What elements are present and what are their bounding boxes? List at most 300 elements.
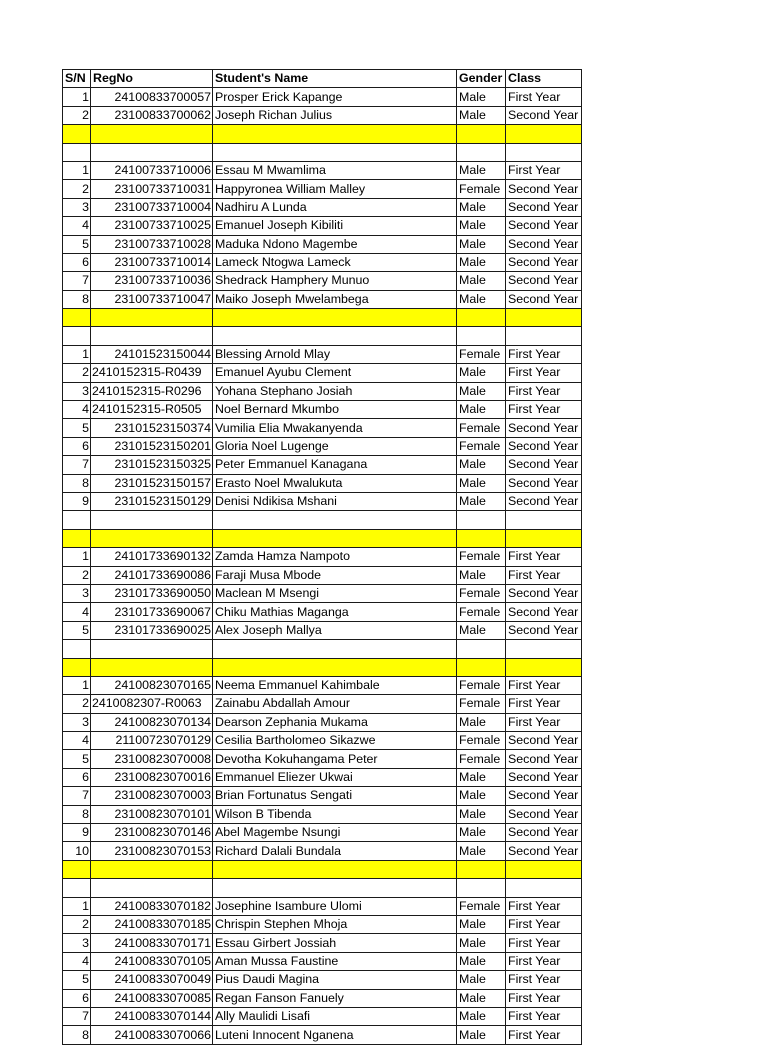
cell-student-name: Aman Mussa Faustine (213, 952, 457, 970)
cell-student-name: Cesilia Bartholomeo Sikazwe (213, 732, 457, 750)
table-row (63, 989, 582, 1007)
cell-student-name: Erasto Noel Mwalukuta (213, 474, 457, 492)
cell-class: Second Year (506, 787, 582, 805)
table-row (63, 217, 582, 235)
cell-student-name: Devotha Kokuhangama Peter (213, 750, 457, 768)
cell-student-name: Richard Dalali Bundala (213, 842, 457, 860)
empty-cell (506, 529, 582, 547)
empty-cell (506, 879, 582, 897)
cell-regno: 24101733690132 (91, 548, 213, 566)
table-row (63, 732, 582, 750)
table-row (63, 713, 582, 731)
cell-student-name: Blessing Arnold Mlay (213, 345, 457, 363)
cell-gender: Male (457, 198, 506, 216)
table-row (63, 456, 582, 474)
cell-gender: Female (457, 695, 506, 713)
cell-class: First Year (506, 364, 582, 382)
table-row (63, 88, 582, 106)
cell-student-name: Alex Joseph Mallya (213, 621, 457, 639)
empty-cell (506, 511, 582, 529)
cell-student-name: Wilson B Tibenda (213, 805, 457, 823)
cell-sn: 2 (63, 566, 91, 584)
cell-sn: 5 (63, 971, 91, 989)
cell-regno: 24101733690086 (91, 566, 213, 584)
empty-cell (457, 125, 506, 143)
cell-sn: 7 (63, 787, 91, 805)
cell-regno: 23101523150201 (91, 437, 213, 455)
cell-sn: 8 (63, 805, 91, 823)
cell-gender: Male (457, 1026, 506, 1044)
cell-regno: 23100733710028 (91, 235, 213, 253)
empty-cell (213, 658, 457, 676)
cell-student-name: Emmanuel Eliezer Ukwai (213, 768, 457, 786)
empty-cell (506, 327, 582, 345)
cell-sn: 5 (63, 235, 91, 253)
cell-gender: Male (457, 217, 506, 235)
cell-class: Second Year (506, 290, 582, 308)
cell-regno: 24100833070049 (91, 971, 213, 989)
table-row (63, 805, 582, 823)
empty-cell (63, 309, 91, 327)
cell-student-name: Dearson Zephania Mukama (213, 713, 457, 731)
cell-class: First Year (506, 88, 582, 106)
empty-cell (63, 143, 91, 161)
empty-cell (91, 125, 213, 143)
cell-regno: 24100823070165 (91, 676, 213, 694)
cell-student-name: Emanuel Ayubu Clement (213, 364, 457, 382)
empty-cell (63, 529, 91, 547)
cell-sn: 3 (63, 198, 91, 216)
cell-student-name: Prosper Erick Kapange (213, 88, 457, 106)
empty-cell (91, 529, 213, 547)
empty-cell (63, 327, 91, 345)
cell-regno: 24100823070134 (91, 713, 213, 731)
cell-class: Second Year (506, 180, 582, 198)
cell-class: First Year (506, 676, 582, 694)
cell-student-name: Essau M Mwamlima (213, 161, 457, 179)
empty-cell (63, 511, 91, 529)
cell-class: First Year (506, 161, 582, 179)
cell-class: Second Year (506, 768, 582, 786)
cell-gender: Male (457, 842, 506, 860)
empty-cell (457, 860, 506, 878)
empty-cell (63, 658, 91, 676)
student-list-table (62, 69, 582, 1045)
cell-class: Second Year (506, 198, 582, 216)
cell-sn: 3 (63, 382, 91, 400)
cell-student-name: Joseph Richan Julius (213, 106, 457, 124)
empty-cell (457, 529, 506, 547)
cell-class: Second Year (506, 253, 582, 271)
cell-student-name: Peter Emmanuel Kanagana (213, 456, 457, 474)
cell-class: First Year (506, 401, 582, 419)
table-row (63, 401, 582, 419)
table-row (63, 1026, 582, 1044)
table-row (63, 934, 582, 952)
cell-gender: Male (457, 787, 506, 805)
cell-student-name: Neema Emmanuel Kahimbale (213, 676, 457, 694)
table-row (63, 345, 582, 363)
cell-gender: Male (457, 934, 506, 952)
table-row (63, 364, 582, 382)
table-row (63, 842, 582, 860)
cell-class: Second Year (506, 217, 582, 235)
cell-regno: 23101733690050 (91, 584, 213, 602)
cell-sn: 1 (63, 548, 91, 566)
cell-regno: 23100733710031 (91, 180, 213, 198)
cell-sn: 7 (63, 1007, 91, 1025)
cell-sn: 4 (63, 401, 91, 419)
cell-gender: Male (457, 971, 506, 989)
header-row (63, 70, 582, 88)
cell-sn: 6 (63, 253, 91, 271)
cell-student-name: Lameck Ntogwa Lameck (213, 253, 457, 271)
empty-cell (506, 309, 582, 327)
cell-student-name: Vumilia Elia Mwakanyenda (213, 419, 457, 437)
cell-sn: 4 (63, 732, 91, 750)
cell-student-name: Zainabu Abdallah Amour (213, 695, 457, 713)
empty-cell (213, 327, 457, 345)
table-row (63, 750, 582, 768)
cell-gender: Female (457, 437, 506, 455)
empty-cell (457, 309, 506, 327)
cell-regno: 24100833070066 (91, 1026, 213, 1044)
empty-cell (213, 640, 457, 658)
empty-cell (213, 143, 457, 161)
table-row (63, 584, 582, 602)
cell-sn: 1 (63, 897, 91, 915)
cell-class: Second Year (506, 474, 582, 492)
cell-sn: 1 (63, 676, 91, 694)
empty-cell (91, 658, 213, 676)
cell-class: Second Year (506, 437, 582, 455)
cell-class: Second Year (506, 419, 582, 437)
empty-cell (213, 309, 457, 327)
cell-student-name: Josephine Isambure Ulomi (213, 897, 457, 915)
header-student-name: Student's Name (213, 70, 457, 88)
cell-regno: 23101523150325 (91, 456, 213, 474)
cell-sn: 2 (63, 364, 91, 382)
blank-row (63, 640, 582, 658)
empty-cell (91, 640, 213, 658)
cell-sn: 8 (63, 290, 91, 308)
cell-regno: 24101523150044 (91, 345, 213, 363)
cell-class: First Year (506, 695, 582, 713)
cell-student-name: Pius Daudi Magina (213, 971, 457, 989)
cell-student-name: Abel Magembe Nsungi (213, 824, 457, 842)
table-row (63, 1007, 582, 1025)
cell-student-name: Nadhiru A Lunda (213, 198, 457, 216)
cell-sn: 3 (63, 713, 91, 731)
table-row (63, 437, 582, 455)
group-separator-row (63, 860, 582, 878)
cell-regno: 23100823070003 (91, 787, 213, 805)
cell-class: Second Year (506, 272, 582, 290)
cell-sn: 3 (63, 934, 91, 952)
cell-sn: 4 (63, 603, 91, 621)
cell-sn: 6 (63, 768, 91, 786)
empty-cell (457, 658, 506, 676)
table-row (63, 419, 582, 437)
cell-student-name: Ally Maulidi Lisafi (213, 1007, 457, 1025)
cell-gender: Male (457, 713, 506, 731)
cell-student-name: Faraji Musa Mbode (213, 566, 457, 584)
cell-gender: Male (457, 989, 506, 1007)
header-gender: Gender (457, 70, 506, 88)
cell-class: Second Year (506, 584, 582, 602)
group-separator-row (63, 309, 582, 327)
cell-regno: 23101523150129 (91, 492, 213, 510)
cell-class: Second Year (506, 805, 582, 823)
empty-cell (91, 143, 213, 161)
empty-cell (91, 860, 213, 878)
cell-gender: Male (457, 1007, 506, 1025)
cell-student-name: Denisi Ndikisa Mshani (213, 492, 457, 510)
cell-gender: Male (457, 456, 506, 474)
cell-regno: 23100823070008 (91, 750, 213, 768)
cell-gender: Male (457, 768, 506, 786)
cell-gender: Female (457, 897, 506, 915)
cell-student-name: Maclean M Msengi (213, 584, 457, 602)
cell-class: First Year (506, 1026, 582, 1044)
empty-cell (457, 640, 506, 658)
table-row (63, 676, 582, 694)
cell-student-name: Zamda Hamza Nampoto (213, 548, 457, 566)
table-row (63, 290, 582, 308)
cell-gender: Male (457, 621, 506, 639)
cell-class: Second Year (506, 456, 582, 474)
cell-sn: 5 (63, 621, 91, 639)
table-row (63, 971, 582, 989)
table-row (63, 106, 582, 124)
cell-class: Second Year (506, 750, 582, 768)
cell-student-name: Brian Fortunatus Sengati (213, 787, 457, 805)
cell-gender: Female (457, 419, 506, 437)
cell-sn: 6 (63, 989, 91, 1007)
cell-regno: 24100733710006 (91, 161, 213, 179)
cell-student-name: Maiko Joseph Mwelambega (213, 290, 457, 308)
cell-student-name: Emanuel Joseph Kibiliti (213, 217, 457, 235)
blank-row (63, 879, 582, 897)
table-row (63, 952, 582, 970)
cell-class: Second Year (506, 603, 582, 621)
cell-sn: 1 (63, 161, 91, 179)
table-row (63, 180, 582, 198)
cell-regno: 23101523150157 (91, 474, 213, 492)
cell-sn: 9 (63, 492, 91, 510)
empty-cell (63, 860, 91, 878)
cell-regno: 23100733710047 (91, 290, 213, 308)
cell-regno: 24100833070144 (91, 1007, 213, 1025)
cell-class: Second Year (506, 842, 582, 860)
table-row (63, 787, 582, 805)
empty-cell (506, 143, 582, 161)
cell-regno: 2410152315-R0296 (91, 382, 213, 400)
cell-regno: 24100833070085 (91, 989, 213, 1007)
empty-cell (63, 640, 91, 658)
cell-class: Second Year (506, 621, 582, 639)
cell-gender: Female (457, 180, 506, 198)
cell-sn: 7 (63, 272, 91, 290)
cell-sn: 1 (63, 345, 91, 363)
cell-class: First Year (506, 934, 582, 952)
cell-regno: 23100733710004 (91, 198, 213, 216)
table-row (63, 253, 582, 271)
table-row (63, 897, 582, 915)
empty-cell (91, 879, 213, 897)
cell-sn: 2 (63, 695, 91, 713)
cell-class: First Year (506, 713, 582, 731)
cell-class: First Year (506, 971, 582, 989)
cell-regno: 2410152315-R0439 (91, 364, 213, 382)
cell-regno: 2410152315-R0505 (91, 401, 213, 419)
cell-student-name: Maduka Ndono Magembe (213, 235, 457, 253)
table-row (63, 198, 582, 216)
table-body (63, 70, 582, 1045)
empty-cell (91, 327, 213, 345)
cell-class: First Year (506, 566, 582, 584)
group-separator-row (63, 529, 582, 547)
cell-sn: 2 (63, 915, 91, 933)
cell-gender: Female (457, 584, 506, 602)
cell-sn: 6 (63, 437, 91, 455)
cell-gender: Female (457, 676, 506, 694)
cell-gender: Female (457, 750, 506, 768)
cell-gender: Male (457, 272, 506, 290)
cell-gender: Female (457, 732, 506, 750)
cell-class: Second Year (506, 235, 582, 253)
empty-cell (457, 511, 506, 529)
empty-cell (213, 860, 457, 878)
cell-sn: 8 (63, 1026, 91, 1044)
empty-cell (63, 879, 91, 897)
cell-regno: 23101733690025 (91, 621, 213, 639)
blank-row (63, 327, 582, 345)
empty-cell (213, 125, 457, 143)
cell-gender: Male (457, 805, 506, 823)
cell-student-name: Happyronea William Malley (213, 180, 457, 198)
blank-row (63, 143, 582, 161)
cell-sn: 5 (63, 750, 91, 768)
empty-cell (213, 529, 457, 547)
cell-student-name: Regan Fanson Fanuely (213, 989, 457, 1007)
cell-sn: 3 (63, 584, 91, 602)
header-sn: S/N (63, 70, 91, 88)
empty-cell (457, 327, 506, 345)
cell-student-name: Essau Girbert Jossiah (213, 934, 457, 952)
empty-cell (213, 879, 457, 897)
cell-regno: 23100733710025 (91, 217, 213, 235)
cell-gender: Male (457, 253, 506, 271)
cell-class: First Year (506, 952, 582, 970)
header-class: Class (506, 70, 582, 88)
cell-student-name: Yohana Stephano Josiah (213, 382, 457, 400)
table-row (63, 161, 582, 179)
table-row (63, 382, 582, 400)
cell-class: First Year (506, 1007, 582, 1025)
cell-sn: 8 (63, 474, 91, 492)
cell-student-name: Shedrack Hamphery Munuo (213, 272, 457, 290)
cell-class: Second Year (506, 732, 582, 750)
group-separator-row (63, 658, 582, 676)
cell-gender: Male (457, 161, 506, 179)
table-row (63, 548, 582, 566)
cell-regno: 23100733710036 (91, 272, 213, 290)
cell-sn: 7 (63, 456, 91, 474)
table-row (63, 272, 582, 290)
cell-gender: Male (457, 88, 506, 106)
cell-regno: 23100823070146 (91, 824, 213, 842)
cell-regno: 23100823070153 (91, 842, 213, 860)
empty-cell (457, 143, 506, 161)
cell-regno: 23100823070101 (91, 805, 213, 823)
table-row (63, 603, 582, 621)
cell-gender: Male (457, 474, 506, 492)
cell-class: First Year (506, 382, 582, 400)
cell-regno: 23100823070016 (91, 768, 213, 786)
header-regno: RegNo (91, 70, 213, 88)
cell-sn: 2 (63, 106, 91, 124)
cell-gender: Female (457, 603, 506, 621)
cell-class: First Year (506, 345, 582, 363)
empty-cell (457, 879, 506, 897)
table-row (63, 235, 582, 253)
cell-class: First Year (506, 989, 582, 1007)
cell-sn: 10 (63, 842, 91, 860)
cell-sn: 5 (63, 419, 91, 437)
empty-cell (506, 658, 582, 676)
cell-student-name: Chrispin Stephen Mhoja (213, 915, 457, 933)
cell-class: Second Year (506, 106, 582, 124)
cell-gender: Male (457, 382, 506, 400)
cell-gender: Male (457, 290, 506, 308)
cell-student-name: Gloria Noel Lugenge (213, 437, 457, 455)
cell-class: Second Year (506, 492, 582, 510)
blank-row (63, 511, 582, 529)
cell-gender: Female (457, 548, 506, 566)
cell-regno: 23101523150374 (91, 419, 213, 437)
cell-student-name: Luteni Innocent Nganena (213, 1026, 457, 1044)
cell-sn: 1 (63, 88, 91, 106)
cell-regno: 23101733690067 (91, 603, 213, 621)
cell-regno: 24100833070105 (91, 952, 213, 970)
empty-cell (506, 125, 582, 143)
cell-gender: Male (457, 401, 506, 419)
empty-cell (63, 125, 91, 143)
table-row (63, 915, 582, 933)
cell-regno: 23100833700062 (91, 106, 213, 124)
cell-class: First Year (506, 548, 582, 566)
cell-regno: 24100833070185 (91, 915, 213, 933)
cell-gender: Male (457, 235, 506, 253)
cell-regno: 24100833070171 (91, 934, 213, 952)
empty-cell (213, 511, 457, 529)
cell-gender: Male (457, 824, 506, 842)
cell-class: First Year (506, 897, 582, 915)
cell-class: Second Year (506, 824, 582, 842)
cell-class: First Year (506, 915, 582, 933)
table-row (63, 768, 582, 786)
cell-student-name: Noel Bernard Mkumbo (213, 401, 457, 419)
empty-cell (506, 860, 582, 878)
cell-regno: 2410082307-R0063 (91, 695, 213, 713)
table-row (63, 695, 582, 713)
cell-gender: Male (457, 915, 506, 933)
cell-student-name: Chiku Mathias Maganga (213, 603, 457, 621)
cell-regno: 24100833070182 (91, 897, 213, 915)
cell-gender: Male (457, 952, 506, 970)
cell-sn: 4 (63, 952, 91, 970)
